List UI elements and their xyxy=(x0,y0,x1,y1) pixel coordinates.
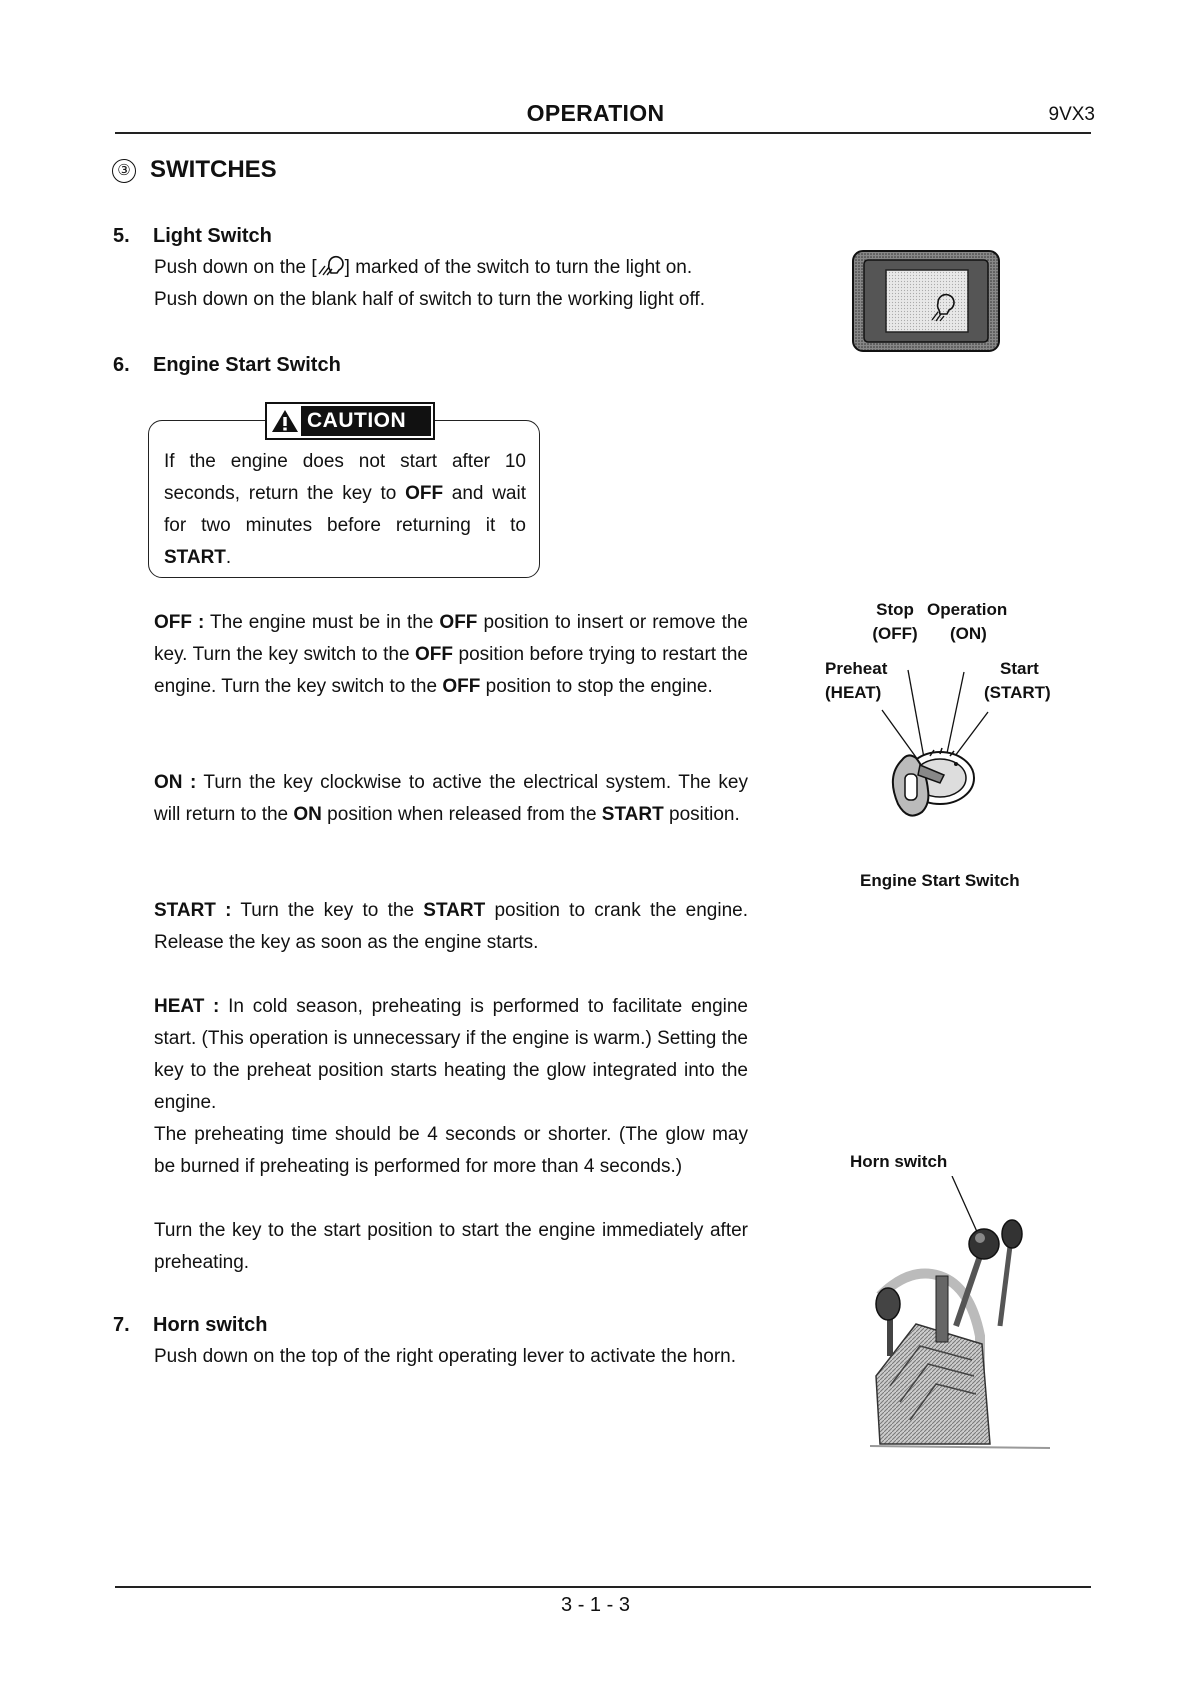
page-header-title: OPERATION xyxy=(526,100,665,126)
heat-description: HEAT : In cold season, preheating is performed to facilitate engine start. (This operation is unnecessary if the engine is warm.) Setting the key to the preheat position starts heating the glow integrated into the engine. xyxy=(154,996,748,1113)
header-rule xyxy=(115,132,1091,134)
warning-triangle-icon xyxy=(269,406,301,436)
start-description: START : Turn the key to the START position to crank the engine. Release the key as soon as the engine starts. xyxy=(154,900,748,953)
item-5-title: Light Switch xyxy=(153,225,272,247)
section-number: ③ xyxy=(112,159,136,183)
engine-start-switch-figure xyxy=(860,640,1010,850)
page-number: 3 - 1 - 3 xyxy=(561,1594,630,1616)
item-5-line-1: Push down on the [ ] marked of the switch to turn the light on. xyxy=(154,252,692,284)
on-description: ON : Turn the key clockwise to active the electrical system. The key will return to the ON position when released from the START position. xyxy=(154,772,748,825)
label-start-start: (START) xyxy=(984,683,1051,702)
item-6-number: 6. xyxy=(113,354,130,376)
item-7-title: Horn switch xyxy=(153,1314,268,1336)
horn-switch-label: Horn switch xyxy=(850,1152,948,1171)
off-description: OFF : The engine must be in the OFF position to insert or remove the key. Turn the key switch to the OFF position before trying to restart the engine. Turn the key switch to the OFF position to stop the engine. xyxy=(154,612,748,697)
heat-time-note: The preheating time should be 4 seconds or shorter. (The glow may be burned if preheating is performed for more than 4 seconds.) xyxy=(154,1124,748,1177)
light-switch-figure xyxy=(852,250,1000,352)
heat-start-note: Turn the key to the start position to start the engine immediately after preheating. xyxy=(154,1220,748,1273)
document-code: 9VX3 xyxy=(1048,104,1095,125)
item-7-text: Push down on the top of the right operating lever to activate the horn. xyxy=(154,1346,736,1367)
footer-rule xyxy=(115,1586,1091,1588)
section-heading xyxy=(112,156,277,184)
item-7-number: 7. xyxy=(113,1314,130,1336)
engine-start-switch-caption: Engine Start Switch xyxy=(860,871,1020,890)
caution-label: CAUTION xyxy=(307,409,407,432)
caution-text: If the engine does not start after 10 seconds, return the key to OFF and wait for two minutes before returning it to START. xyxy=(164,451,526,568)
item-5-line-2: Push down on the blank half of switch to turn the working light off. xyxy=(154,289,705,310)
label-operation: Operation xyxy=(927,600,1008,619)
work-light-icon xyxy=(317,254,345,276)
caution-badge xyxy=(265,402,435,440)
label-preheat: Preheat xyxy=(825,659,888,678)
horn-switch-figure xyxy=(860,1176,1060,1452)
label-start: Start xyxy=(1000,659,1039,678)
section-title: SWITCHES xyxy=(150,156,277,183)
label-stop: Stop xyxy=(876,600,914,619)
item-5-number: 5. xyxy=(113,225,130,247)
label-operation-on: (ON) xyxy=(950,624,987,643)
item-6-title: Engine Start Switch xyxy=(153,354,341,376)
label-preheat-heat: (HEAT) xyxy=(825,683,882,702)
label-stop-off: (OFF) xyxy=(872,624,918,643)
